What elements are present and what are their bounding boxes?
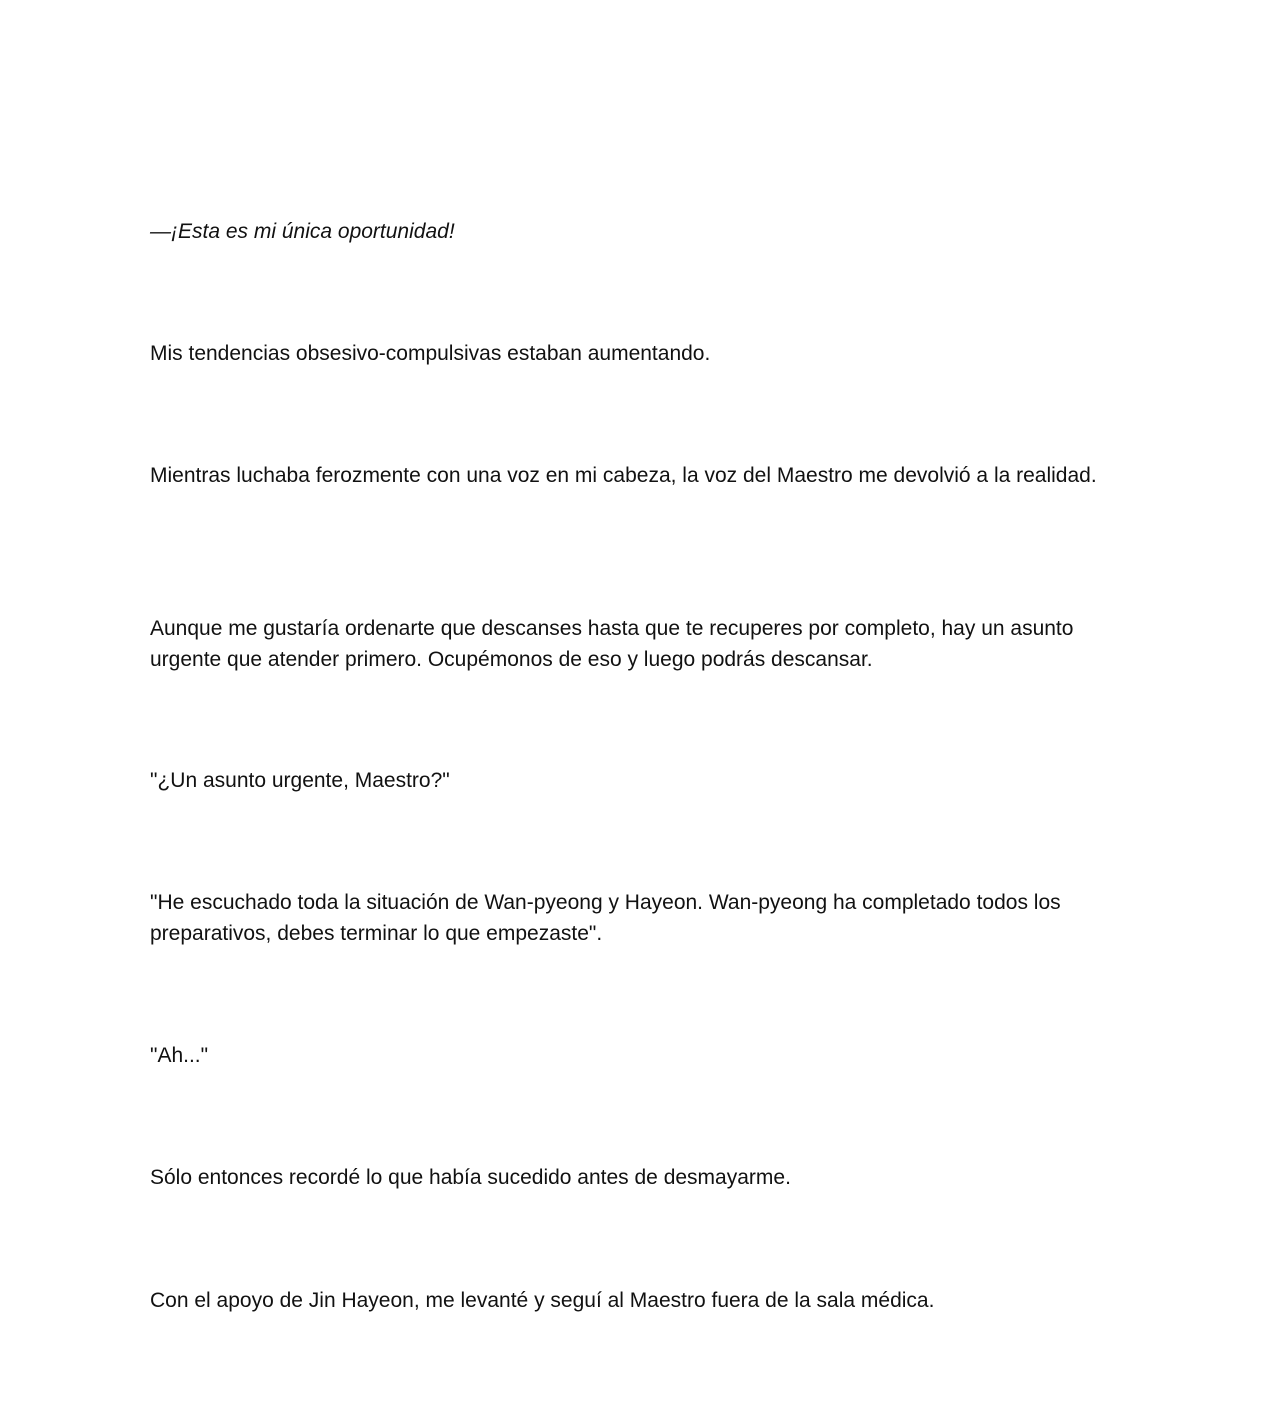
paragraph-1: Mis tendencias obsesivo-compulsivas estaban aumentando.: [150, 342, 711, 365]
paragraph-2: Mientras luchaba ferozmente con una voz en mi cabeza, la voz del Maestro me devolvió a la realidad.: [150, 464, 1097, 487]
paragraph-3: Aunque me gustaría ordenarte que descanses hasta que te recuperes por completo, hay un asunto urgente que atender primero. Ocupémonos de eso y luego podrás descansar.: [150, 617, 1074, 671]
paragraph-8: Con el apoyo de Jin Hayeon, me levanté y seguí al Maestro fuera de la sala médica.: [150, 1289, 935, 1312]
paragraph-6: "Ah...": [150, 1044, 209, 1067]
paragraph-4: "¿Un asunto urgente, Maestro?": [150, 769, 450, 792]
paragraph-7: Sólo entonces recordé lo que había sucedido antes de desmayarme.: [150, 1166, 791, 1189]
paragraph-5: "He escuchado toda la situación de Wan-pyeong y Hayeon. Wan-pyeong ha completado todos los preparativos, debes terminar lo que empezaste".: [150, 891, 1061, 945]
paragraph-inner-thought: —¡Esta es mi única oportunidad!: [150, 220, 455, 243]
